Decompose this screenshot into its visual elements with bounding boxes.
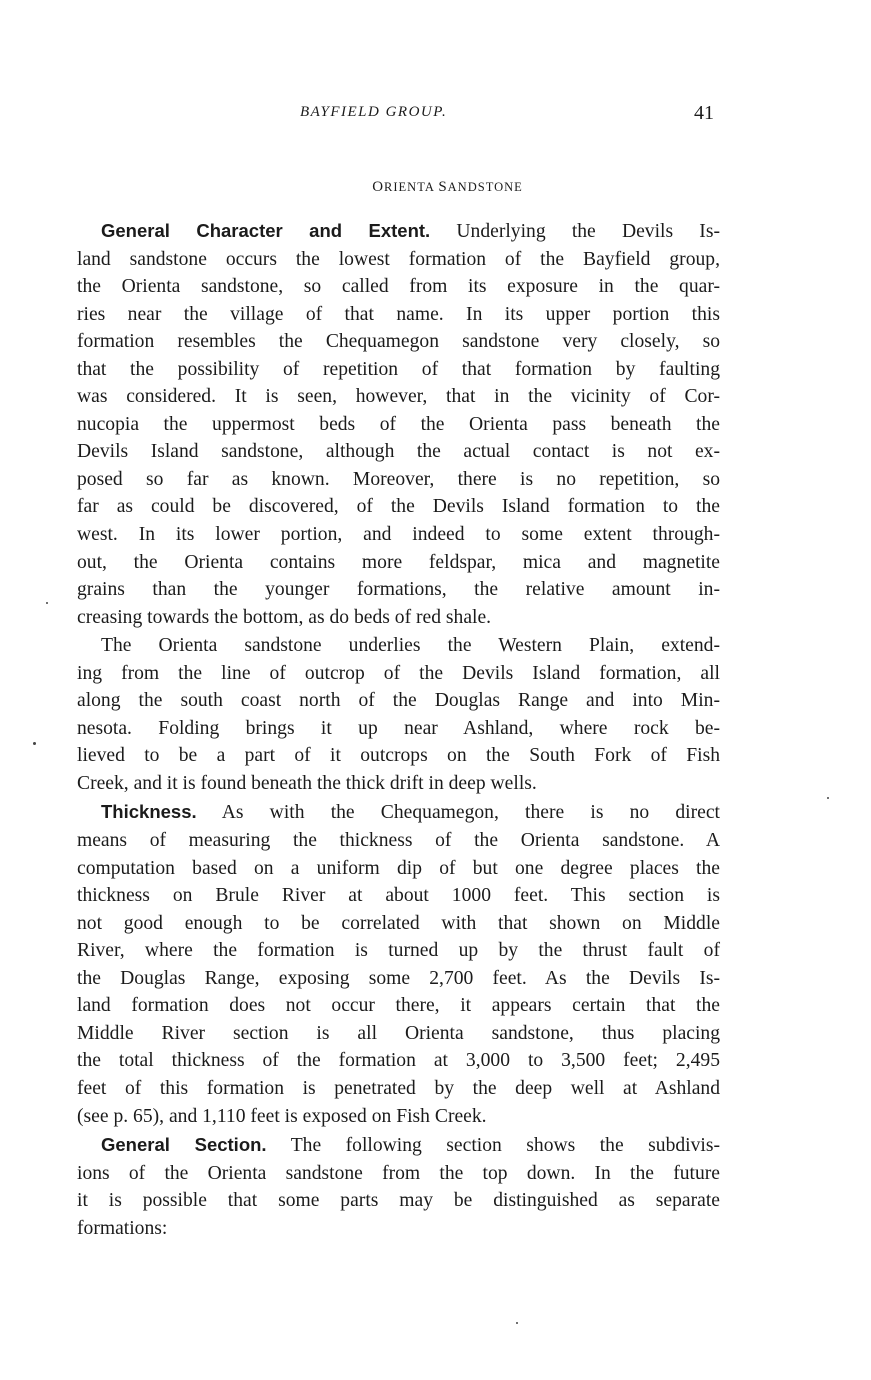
text-line: ries near the village of that name. In its upper portion this [77, 303, 720, 325]
text-line: it is possible that some parts may be distinguished as separate [77, 1190, 720, 1212]
section-title-smallcaps: ANDSTONE [447, 180, 523, 194]
text-line: computation based on a uniform dip of but one degree places the [77, 857, 720, 879]
paragraph-heading: General Character and Extent. [101, 220, 431, 241]
scan-speck [827, 797, 829, 799]
section-title-initial: S [438, 179, 448, 195]
running-head: BAYFIELD GROUP. [300, 104, 448, 120]
text-line [77, 217, 720, 246]
text-line: (see p. 65), and 1,110 feet is exposed on Fish Creek. [77, 1105, 487, 1127]
text-line: The Orienta sandstone underlies the Western Plain, extend- [101, 635, 720, 657]
text-line: nesota. Folding brings it up near Ashland, where rock be- [77, 717, 720, 739]
text-line: the Orienta sandstone, so called from its exposure in the quar- [77, 276, 720, 298]
line-text: Underlying the Devils Is- [456, 221, 720, 242]
body-text [77, 217, 720, 1243]
scan-speck [46, 602, 48, 604]
text-line: land formation does not occur there, it appears certain that the [77, 995, 720, 1017]
paragraph-heading: General Section. [101, 1134, 267, 1156]
paragraph-general-section [77, 1131, 720, 1242]
paragraph-general-character [77, 217, 720, 631]
section-title-initial: O [372, 179, 385, 195]
text-line: Creek, and it is found beneath the thick drift in deep wells. [77, 772, 537, 794]
scan-speck [33, 742, 36, 745]
paragraph-heading: Thickness. [101, 801, 197, 823]
text-line: thickness on Brule River at about 1000 feet. This section is [77, 885, 720, 907]
text-line: Devils Island sandstone, although the actual contact is not ex- [77, 441, 720, 463]
text-line: far as could be discovered, of the Devils Island formation to the [77, 496, 720, 518]
text-line: means of measuring the thickness of the Orienta sandstone. A [77, 830, 720, 852]
text-line: lieved to be a part of it outcrops on the South Fork of Fish [77, 745, 720, 767]
section-title [0, 179, 871, 196]
text-line: not good enough to be correlated with that shown on Middle [77, 912, 720, 934]
text-line: the total thickness of the formation at 3,000 to 3,500 feet; 2,495 [77, 1050, 720, 1072]
text-line: ions of the Orienta sandstone from the top down. In the future [77, 1162, 720, 1184]
text-line: posed so far as known. Moreover, there is no repetition, so [77, 468, 720, 490]
line-text: As with the Chequamegon, there is no direct [221, 802, 720, 824]
text-line: grains than the younger formations, the relative amount in- [77, 579, 720, 601]
paragraph-western-plain [77, 632, 720, 797]
text-line [77, 798, 720, 827]
paragraph-thickness [77, 798, 720, 1130]
text-line: along the south coast north of the Douglas Range and into Min- [77, 690, 720, 712]
page-number: 41 [694, 102, 714, 124]
section-title-smallcaps: RIENTA [384, 180, 439, 194]
text-line: the Douglas Range, exposing some 2,700 feet. As the Devils Is- [77, 967, 720, 989]
text-line: formations: [77, 1217, 168, 1239]
line-text: The following section shows the subdivis- [290, 1135, 721, 1157]
text-line: ing from the line of outcrop of the Devils Island formation, all [77, 662, 720, 684]
text-line: out, the Orienta contains more feldspar, mica and magnetite [77, 551, 720, 573]
text-line: that the possibility of repetition of that formation by faulting [77, 358, 720, 380]
text-line [77, 1131, 720, 1160]
text-line: land sandstone occurs the lowest formation of the Bayfield group, [77, 248, 720, 270]
text-line: feet of this formation is penetrated by the deep well at Ashland [77, 1077, 720, 1099]
text-line: was considered. It is seen, however, that in the vicinity of Cor- [77, 386, 720, 408]
text-line: creasing towards the bottom, as do beds of red shale. [77, 606, 492, 628]
text-line: formation resembles the Chequamegon sandstone very closely, so [77, 331, 720, 353]
scan-speck [516, 1322, 518, 1324]
text-line: west. In its lower portion, and indeed to some extent through- [77, 524, 720, 546]
text-line: River, where the formation is turned up by the thrust fault of [77, 940, 720, 962]
text-line: Middle River section is all Orienta sandstone, thus placing [77, 1022, 720, 1044]
text-line: nucopia the uppermost beds of the Orienta pass beneath the [77, 413, 720, 435]
